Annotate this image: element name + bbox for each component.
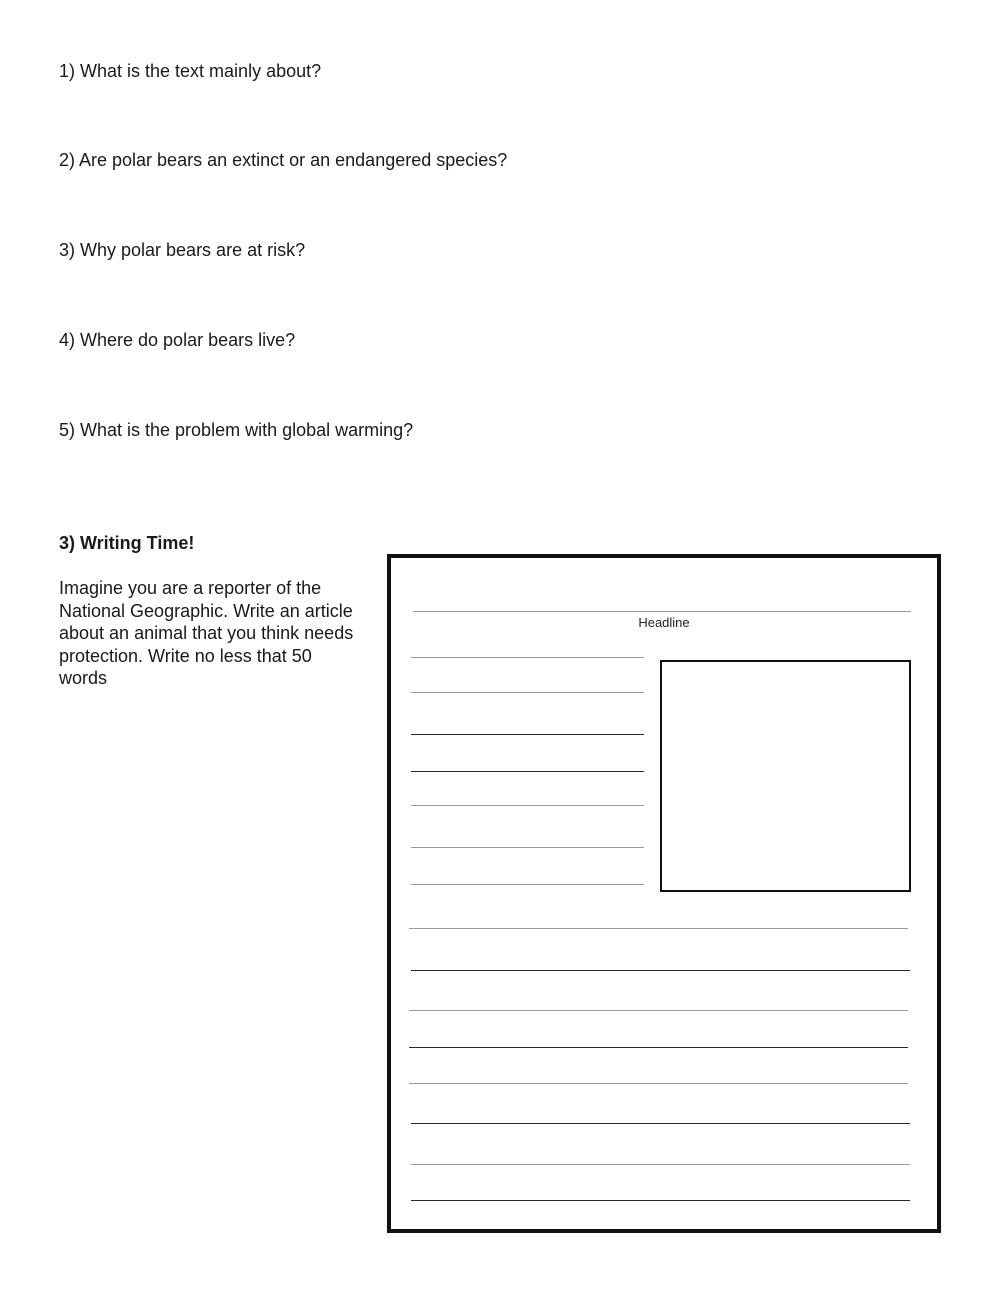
writing-line[interactable] — [411, 692, 644, 693]
question-4: 4) Where do polar bears live? — [59, 330, 296, 350]
photo-box — [660, 660, 911, 892]
writing-line[interactable] — [411, 771, 644, 772]
question-5: 5) What is the problem with global warming? — [59, 420, 414, 440]
writing-line[interactable] — [409, 1083, 908, 1084]
writing-line[interactable] — [411, 1200, 910, 1201]
writing-line[interactable] — [409, 928, 908, 929]
writing-line[interactable] — [411, 1123, 910, 1124]
question-2: 2) Are polar bears an extinct or an endangered species? — [59, 150, 508, 170]
writing-line[interactable] — [411, 734, 644, 735]
writing-line[interactable] — [411, 970, 910, 971]
writing-line[interactable] — [411, 884, 644, 885]
question-3: 3) Why polar bears are at risk? — [59, 240, 306, 260]
writing-line[interactable] — [409, 1047, 908, 1048]
writing-line[interactable] — [411, 847, 644, 848]
writing-instructions: Imagine you are a reporter of the National Geographic. Write an article about an animal that you think needs protection. Write no less that 50 words — [59, 578, 354, 688]
writing-line[interactable] — [411, 805, 644, 806]
writing-section-title: 3) Writing Time! — [59, 533, 195, 553]
headline-line[interactable] — [413, 611, 911, 612]
headline-label: Headline — [638, 615, 690, 630]
question-1: 1) What is the text mainly about? — [59, 61, 322, 81]
writing-line[interactable] — [411, 1164, 910, 1165]
writing-line[interactable] — [409, 1010, 908, 1011]
article-template-frame — [387, 554, 941, 1233]
writing-line[interactable] — [411, 657, 644, 658]
